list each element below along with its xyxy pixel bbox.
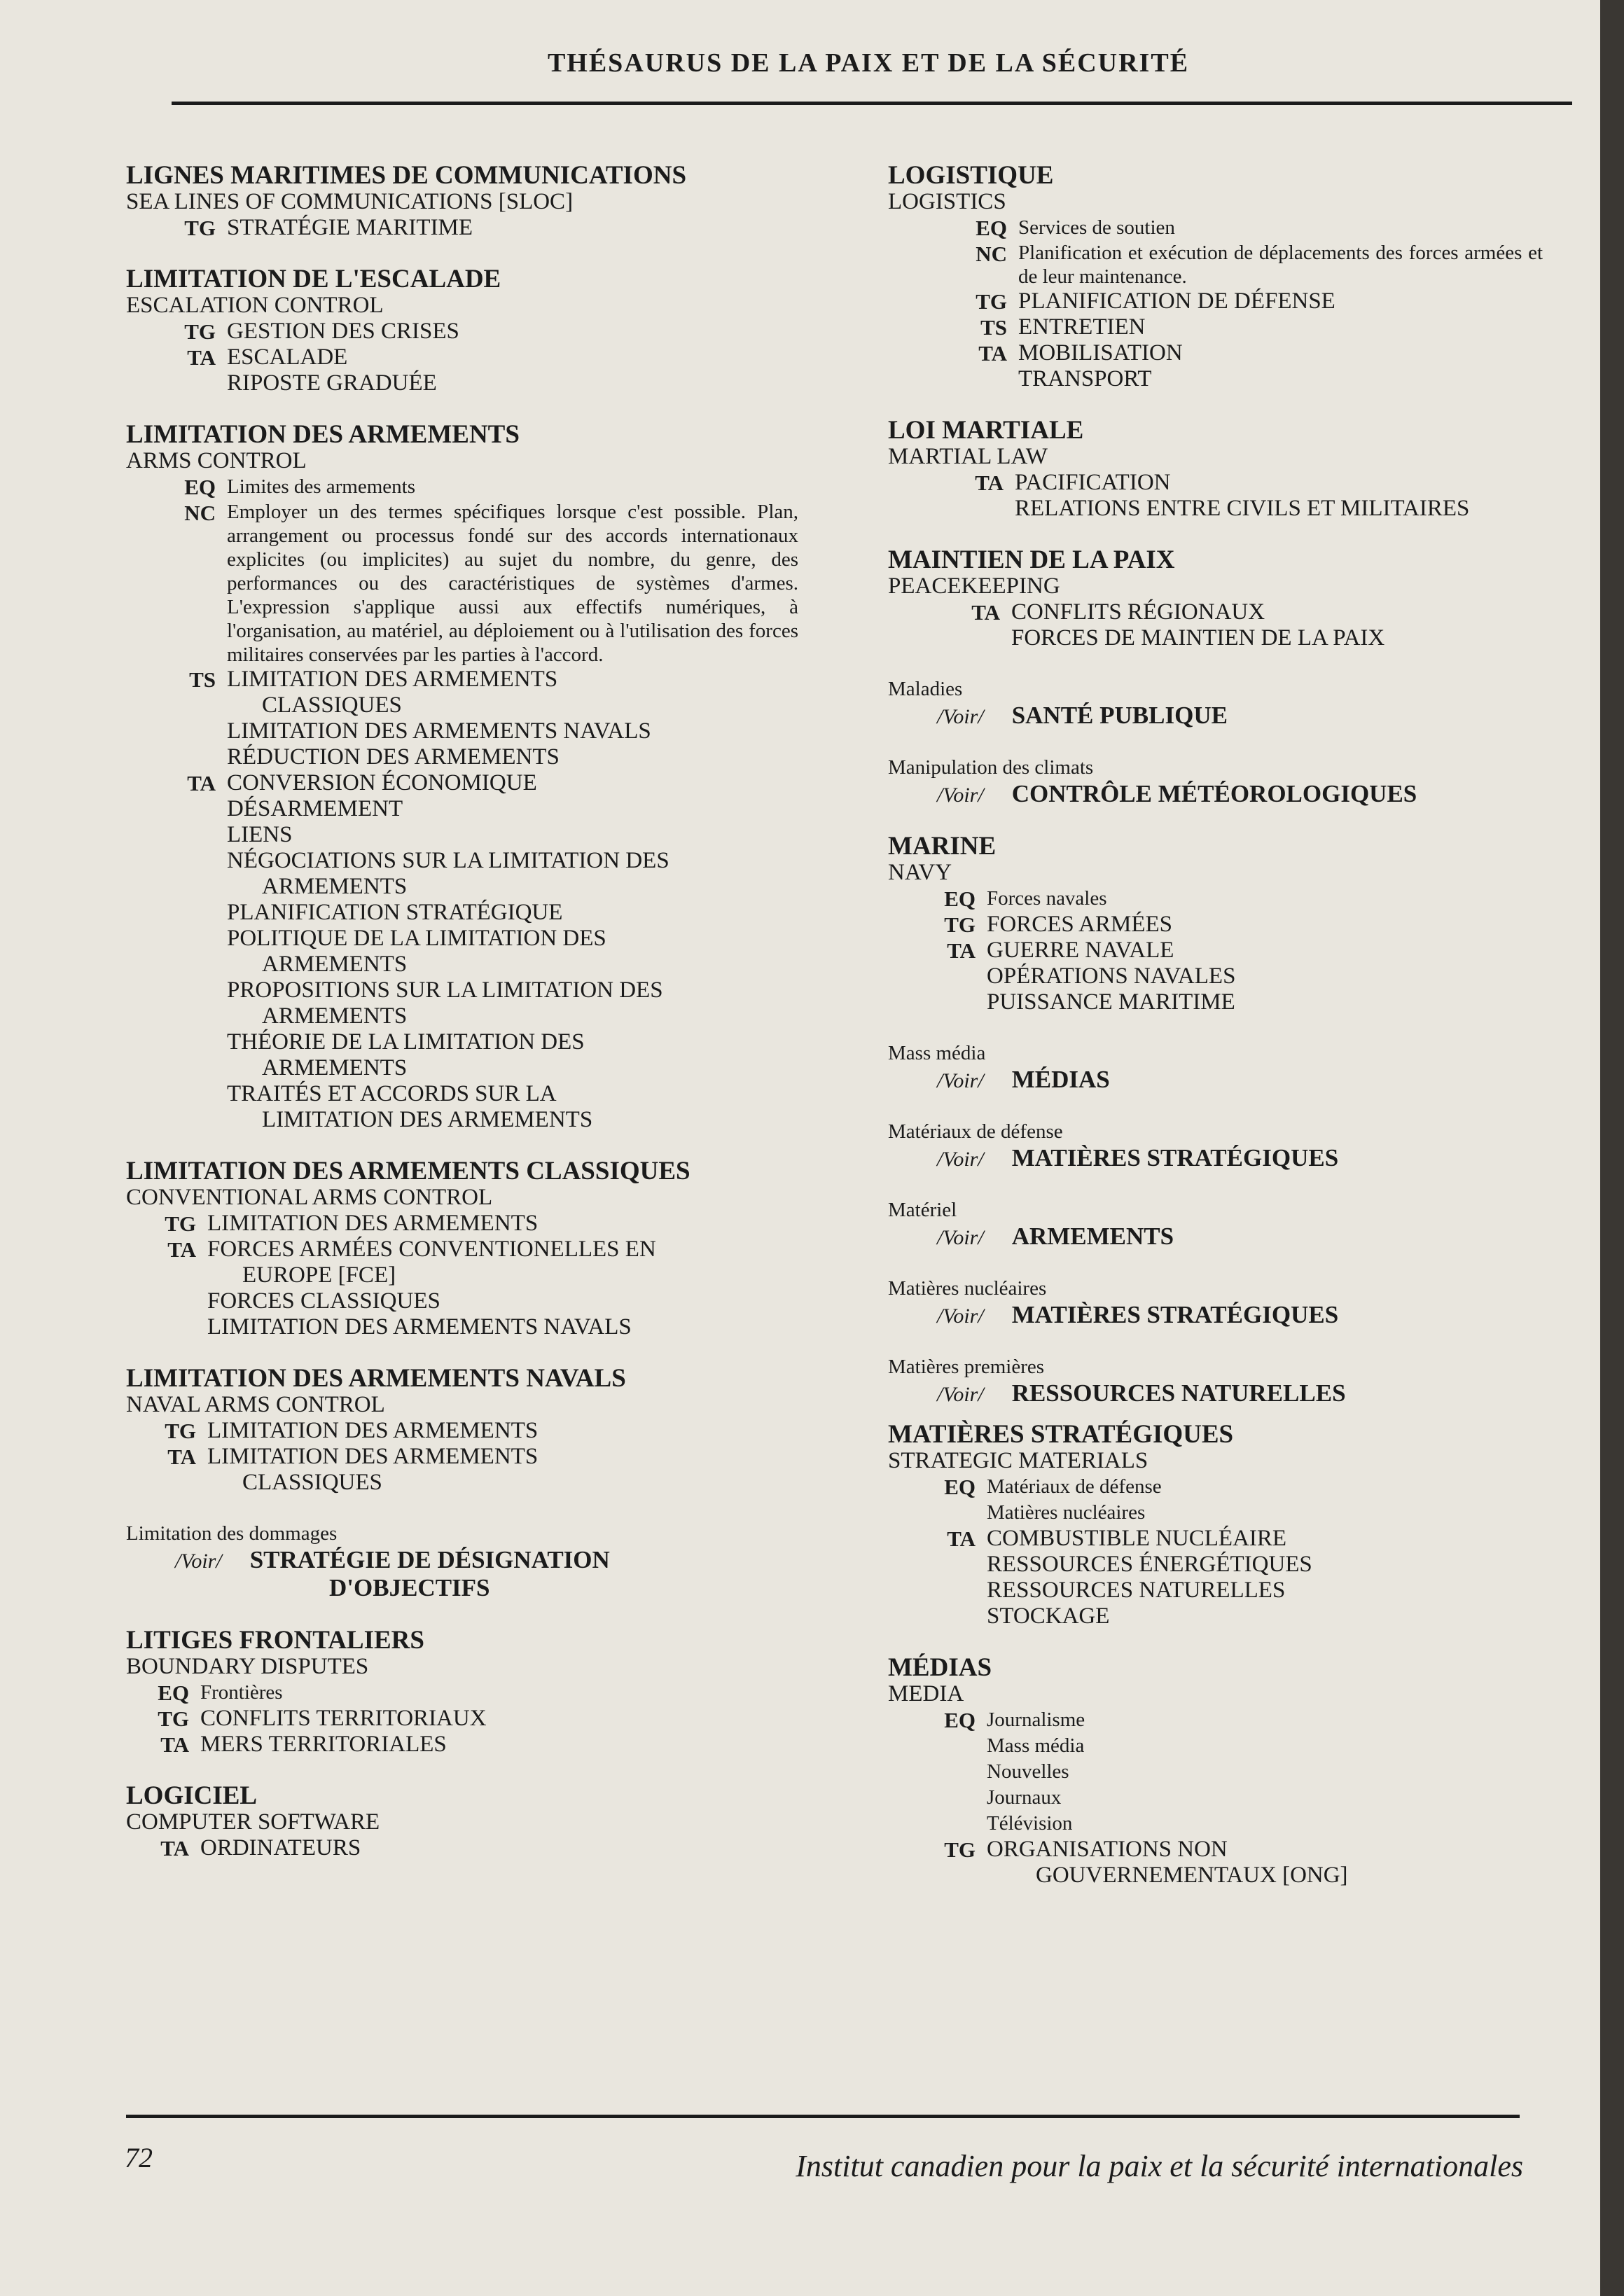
reference-target: RESSOURCES NATURELLES	[1011, 1379, 1346, 1407]
entry-english: NAVAL ARMS CONTROL	[126, 1392, 385, 1417]
relation-item: MOBILISATION	[1018, 340, 1183, 366]
see-reference	[888, 755, 1543, 808]
page-edge-shadow	[1600, 0, 1624, 2296]
relation-item: Journalisme	[987, 1709, 1085, 1731]
reference-term: Matériaux de défense	[888, 1120, 1063, 1143]
relation-item: DÉSARMEMENT	[227, 796, 403, 821]
thesaurus-entry	[126, 1627, 826, 1758]
thesaurus-entry	[888, 547, 1543, 651]
relation-code: TA	[167, 1445, 196, 1469]
reference-term: Matières nucléaires	[888, 1277, 1047, 1300]
relation-nc	[888, 241, 1543, 288]
relation-ta	[126, 1732, 826, 1758]
relation-item: RELATIONS ENTRE CIVILS ET MILITAIRES	[1015, 496, 1470, 521]
relation-item: GESTION DES CRISES	[227, 319, 459, 344]
entry-english: NAVY	[888, 860, 952, 885]
page-header-title: THÉSAURUS DE LA PAIX ET DE LA SÉCURITÉ	[547, 48, 1190, 78]
scope-note: Planification et exécution de déplacements des forces armées et de leur maintenance.	[1018, 242, 1543, 288]
relation-ta	[888, 470, 1543, 522]
footer-rule	[126, 2115, 1520, 2118]
reference-term: Matières premières	[888, 1356, 1045, 1378]
scope-note: Employer un des termes spécifiques lorsque c'est possible. Plan, arrangement ou processus fondé sur des accords internationaux explicites (ou implicites) au sujet du nombre, du genre, des performances ou des caractéristiques de systèmes d'armes. L'expression s'applique aussi aux effectifs numériques, à l'organisation, au matériel, au déploiement ou à l'utilisation des forces militaires conservées par les parties à l'accord.	[227, 501, 798, 666]
relation-item: FORCES DE MAINTIEN DE LA PAIX	[1011, 625, 1385, 650]
relation-item: GOUVERNEMENTAUX [ONG]	[1036, 1863, 1348, 1888]
entry-term: LIMITATION DE L'ESCALADE	[126, 265, 501, 293]
relation-item: PACIFICATION	[1015, 470, 1171, 495]
relation-item: CONFLITS RÉGIONAUX	[1011, 599, 1265, 625]
reference-target-continued: D'OBJECTIFS	[329, 1574, 490, 1601]
relation-item: ORGANISATIONS NON	[987, 1837, 1228, 1862]
relation-tg	[126, 1418, 826, 1444]
relation-item: Limites des armements	[227, 475, 415, 498]
relation-code: EQ	[158, 1681, 189, 1705]
entry-term: LIMITATION DES ARMEMENTS NAVALS	[126, 1364, 626, 1393]
entry-english: ARMS CONTROL	[126, 448, 307, 473]
relation-item: LIMITATION DES ARMEMENTS NAVALS	[227, 718, 651, 744]
voir-label: /Voir/	[175, 1550, 222, 1573]
relation-tg	[126, 1211, 826, 1237]
relation-item: POLITIQUE DE LA LIMITATION DES	[227, 926, 606, 951]
left-column	[126, 162, 826, 1886]
relation-code: TA	[187, 771, 216, 795]
relation-eq	[888, 1707, 1543, 1837]
reference-target: MATIÈRES STRATÉGIQUES	[1011, 1301, 1339, 1328]
reference-term: Manipulation des climats	[888, 756, 1094, 779]
relation-tg	[888, 912, 1543, 938]
relation-item: RESSOURCES NATURELLES	[987, 1578, 1286, 1603]
thesaurus-entry	[126, 1783, 826, 1861]
relation-eq	[888, 215, 1543, 241]
relation-item: STOCKAGE	[987, 1603, 1110, 1629]
thesaurus-entry	[126, 162, 826, 241]
relation-code: TS	[980, 315, 1007, 340]
thesaurus-entry	[888, 833, 1543, 1015]
relation-code: TG	[158, 1706, 189, 1731]
relation-code: TA	[167, 1237, 196, 1262]
relation-item: ENTRETIEN	[1018, 314, 1146, 340]
relation-item: FORCES CLASSIQUES	[207, 1288, 440, 1314]
entry-english: SEA LINES OF COMMUNICATIONS [SLOC]	[126, 189, 574, 214]
entry-term: MÉDIAS	[888, 1653, 992, 1682]
relation-item: PLANIFICATION DE DÉFENSE	[1018, 288, 1335, 314]
entry-term: LITIGES FRONTALIERS	[126, 1626, 424, 1655]
relation-item: PLANIFICATION STRATÉGIQUE	[227, 900, 563, 925]
reference-target: MÉDIAS	[1011, 1066, 1110, 1093]
thesaurus-entry	[888, 162, 1543, 392]
see-reference	[888, 1354, 1543, 1407]
relation-item: STRATÉGIE MARITIME	[227, 215, 473, 240]
relation-item: OPÉRATIONS NAVALES	[987, 963, 1236, 989]
reference-target: SANTÉ PUBLIQUE	[1011, 702, 1228, 729]
relation-ta	[888, 599, 1543, 651]
relation-item: ESCALADE	[227, 345, 348, 370]
thesaurus-entry	[888, 1655, 1543, 1888]
relation-ta	[126, 1237, 826, 1340]
relation-item: EUROPE [FCE]	[242, 1262, 396, 1288]
voir-label: /Voir/	[937, 705, 984, 728]
right-column	[888, 162, 1543, 1914]
entry-term: LOI MARTIALE	[888, 416, 1084, 445]
thesaurus-entry	[126, 1365, 826, 1496]
entry-term: LIGNES MARITIMES DE COMMUNICATIONS	[126, 161, 687, 190]
relation-code: TA	[187, 345, 216, 370]
relation-code: TA	[978, 341, 1007, 366]
relation-ta	[126, 345, 826, 396]
relation-item: RESSOURCES ÉNERGÉTIQUES	[987, 1552, 1312, 1577]
relation-ta	[888, 938, 1543, 1015]
relation-code: TA	[160, 1732, 189, 1757]
relation-code: TG	[184, 319, 216, 344]
relation-item: RIPOSTE GRADUÉE	[227, 370, 437, 396]
reference-term: Matériel	[888, 1199, 957, 1221]
thesaurus-entry	[126, 1158, 826, 1340]
voir-label: /Voir/	[937, 1226, 984, 1249]
voir-label: /Voir/	[937, 1069, 984, 1092]
relation-item: FORCES ARMÉES	[987, 912, 1172, 937]
thesaurus-entry	[888, 1421, 1543, 1629]
voir-label: /Voir/	[937, 1304, 984, 1328]
relation-ta	[888, 1526, 1543, 1629]
relation-code: TS	[189, 667, 216, 692]
entry-english: COMPUTER SOFTWARE	[126, 1809, 380, 1835]
page-number: 72	[125, 2142, 153, 2173]
relation-item: CONFLITS TERRITORIAUX	[200, 1706, 487, 1731]
relation-item: LIMITATION DES ARMEMENTS	[227, 667, 558, 692]
see-reference	[126, 1521, 826, 1602]
relation-item: LIMITATION DES ARMEMENTS	[207, 1211, 539, 1236]
see-reference	[888, 1119, 1543, 1172]
relation-item: MERS TERRITORIALES	[200, 1732, 447, 1757]
see-reference	[888, 676, 1543, 730]
relation-code: TA	[947, 1526, 976, 1551]
relation-item: TRANSPORT	[1018, 366, 1152, 391]
relation-ta	[126, 1835, 826, 1861]
relation-code: EQ	[944, 1475, 976, 1499]
relation-item: ARMEMENTS	[262, 1003, 408, 1029]
relation-item: Mass média	[987, 1734, 1085, 1757]
relation-item: Forces navales	[987, 887, 1107, 910]
relation-item: Services de soutien	[1018, 216, 1175, 239]
see-reference	[888, 1041, 1543, 1094]
relation-code: EQ	[184, 475, 216, 499]
footer-publisher: Institut canadien pour la paix et la sécurité internationales	[796, 2149, 1523, 2183]
relation-ta	[888, 340, 1543, 392]
relation-nc	[126, 500, 826, 667]
entry-english: STRATEGIC MATERIALS	[888, 1448, 1148, 1473]
relation-tg	[126, 215, 826, 241]
relation-item: LIMITATION DES ARMEMENTS	[262, 1107, 593, 1132]
relation-code: TG	[165, 1419, 196, 1443]
voir-label: /Voir/	[937, 784, 984, 807]
entry-term: LIMITATION DES ARMEMENTS CLASSIQUES	[126, 1157, 690, 1185]
entry-term: MATIÈRES STRATÉGIQUES	[888, 1420, 1234, 1449]
relation-item: LIMITATION DES ARMEMENTS	[207, 1418, 539, 1443]
relation-item: ARMEMENTS	[262, 952, 408, 977]
relation-item: Télévision	[987, 1812, 1073, 1835]
relation-code: TG	[165, 1211, 196, 1236]
reference-target: CONTRÔLE MÉTÉOROLOGIQUES	[1011, 780, 1417, 807]
entry-english: BOUNDARY DISPUTES	[126, 1654, 369, 1679]
entry-english: LOGISTICS	[888, 189, 1006, 214]
relation-item: NÉGOCIATIONS SUR LA LIMITATION DES	[227, 848, 669, 873]
relation-item: Nouvelles	[987, 1760, 1069, 1783]
relation-item: GUERRE NAVALE	[987, 938, 1174, 963]
reference-target: ARMEMENTS	[1011, 1223, 1174, 1250]
reference-target: STRATÉGIE DE DÉSIGNATION	[249, 1546, 610, 1573]
entry-term: MARINE	[888, 832, 997, 861]
relation-item: PUISSANCE MARITIME	[987, 989, 1235, 1015]
see-reference	[888, 1276, 1543, 1329]
thesaurus-entry	[888, 417, 1543, 522]
relation-item: LIENS	[227, 822, 293, 847]
relation-tg	[888, 1837, 1543, 1888]
relation-item: Journaux	[987, 1786, 1062, 1809]
relation-code: TA	[975, 471, 1004, 495]
relation-item: CONVERSION ÉCONOMIQUE	[227, 770, 537, 795]
relation-code: TG	[944, 912, 976, 937]
relation-code: NC	[976, 242, 1007, 266]
relation-item: LIMITATION DES ARMEMENTS	[207, 1444, 539, 1469]
thesaurus-entry	[126, 422, 826, 1133]
relation-eq	[126, 1680, 826, 1706]
thesaurus-entry	[126, 266, 826, 396]
relation-code: TA	[971, 600, 1000, 625]
reference-term: Maladies	[888, 678, 963, 700]
entry-term: LOGICIEL	[126, 1781, 258, 1810]
entry-english: MEDIA	[888, 1681, 964, 1706]
relation-item: ORDINATEURS	[200, 1835, 361, 1860]
relation-item: Matériaux de défense	[987, 1475, 1162, 1498]
relation-item: TRAITÉS ET ACCORDS SUR LA	[227, 1081, 557, 1106]
relation-item: ARMEMENTS	[262, 874, 408, 899]
entry-term: MAINTIEN DE LA PAIX	[888, 545, 1175, 574]
relation-ts	[888, 314, 1543, 340]
see-reference	[888, 1197, 1543, 1251]
relation-item: Matières nucléaires	[987, 1501, 1146, 1524]
relation-ta	[126, 770, 826, 1133]
reference-target: MATIÈRES STRATÉGIQUES	[1011, 1144, 1339, 1171]
relation-item: PROPOSITIONS SUR LA LIMITATION DES	[227, 977, 663, 1003]
entry-english: PEACEKEEPING	[888, 573, 1060, 599]
voir-label: /Voir/	[937, 1383, 984, 1406]
header-rule	[172, 102, 1572, 105]
relation-eq	[888, 886, 1543, 912]
relation-tg	[126, 1706, 826, 1732]
relation-code: TG	[944, 1837, 976, 1862]
relation-item: CLASSIQUES	[262, 693, 402, 718]
relation-item: LIMITATION DES ARMEMENTS NAVALS	[207, 1314, 632, 1340]
entry-english: CONVENTIONAL ARMS CONTROL	[126, 1185, 493, 1210]
relation-item: FORCES ARMÉES CONVENTIONELLES EN	[207, 1237, 656, 1262]
relation-code: TG	[976, 289, 1007, 314]
entry-term: LIMITATION DES ARMEMENTS	[126, 420, 520, 449]
relation-ts	[126, 667, 826, 770]
relation-item: ARMEMENTS	[262, 1055, 408, 1080]
entry-english: MARTIAL LAW	[888, 444, 1048, 469]
relation-item: THÉORIE DE LA LIMITATION DES	[227, 1029, 585, 1055]
relation-tg	[888, 288, 1543, 314]
relation-item: COMBUSTIBLE NUCLÉAIRE	[987, 1526, 1287, 1551]
relation-code: EQ	[944, 886, 976, 911]
entry-term: LOGISTIQUE	[888, 161, 1054, 190]
relation-code: TA	[160, 1836, 189, 1860]
relation-item: Frontières	[200, 1681, 283, 1704]
relation-code: TA	[947, 938, 976, 963]
relation-code: NC	[184, 501, 216, 525]
relation-item: CLASSIQUES	[242, 1470, 382, 1495]
entry-english: ESCALATION CONTROL	[126, 293, 384, 318]
relation-code: EQ	[944, 1708, 976, 1732]
relation-eq	[126, 474, 826, 500]
relation-code: EQ	[976, 216, 1007, 240]
relation-tg	[126, 319, 826, 345]
relation-ta	[126, 1444, 826, 1496]
relation-item: RÉDUCTION DES ARMEMENTS	[227, 744, 560, 770]
relation-code: TG	[184, 216, 216, 240]
reference-term: Mass média	[888, 1042, 986, 1064]
reference-term: Limitation des dommages	[126, 1522, 338, 1545]
voir-label: /Voir/	[937, 1148, 984, 1171]
relation-eq	[888, 1474, 1543, 1526]
